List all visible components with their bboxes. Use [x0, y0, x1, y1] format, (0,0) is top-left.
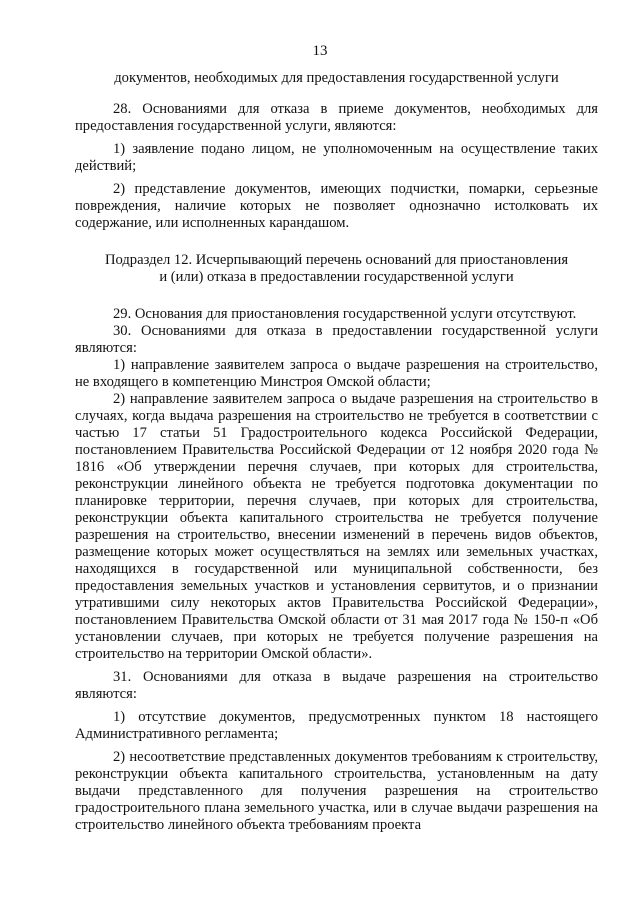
paragraph-30-item-1: 1) направление заявителем запроса о выдаче разрешения на строительство, не входящего в компетенцию Минстроя Омской области;: [75, 357, 598, 390]
subsection-heading-line-2: и (или) отказа в предоставлении государственной услуги: [159, 269, 514, 285]
paragraph-30-item-2: 2) направление заявителем запроса о выдаче разрешения на строительство в случаях, когда выдача разрешения на строительство не требуется в соответствии с частью 17 статьи 51 Градостроительного кодекса Российской Федерации, постановлением Правительства Российской Федерации от 12 ноября 2020 года № 1816 «Об утверждении перечня случаев, при которых для строительства, реконструкции линейного объекта не требуется подготовка документации по планировке территории, перечня случаев, при которых для строительства, реконструкции объекта капитального строительства не требуется получение разрешения на строительство, внесении изменений в перечень видов объектов, размещение которых может осуществляться на землях или земельных участках, находящихся в государственной или муниципальной собственности, без предоставления земельных участков и установления сервитутов, и о признании утратившими силу некоторых актов Правительства Российской Федерации», постановлением Правительства Омской области от 31 мая 2017 года № 150-п «Об установлении случаев, при которых не требуется получение разрешения на строительство на территории Омской области».: [75, 391, 598, 662]
paragraph-28-intro: 28. Основаниями для отказа в приеме документов, необходимых для предоставления государственной услуги, являются:: [75, 101, 598, 134]
paragraph-28-item-1: 1) заявление подано лицом, не уполномоченным на осуществление таких действий;: [75, 141, 598, 174]
continuation-line: документов, необходимых для предоставления государственной услуги: [114, 70, 559, 86]
paragraph-31-intro: 31. Основаниями для отказа в выдаче разрешения на строительство являются:: [75, 669, 598, 702]
subsection-heading: [75, 252, 598, 286]
paragraph-30-intro: 30. Основаниями для отказа в предоставлении государственной услуги являются:: [75, 323, 598, 356]
paragraph-31-item-2: 2) несоответствие представленных документов требованиям к строительству, реконструкции объекта капитального строительства, установленным на дату выдачи представленного для получения разрешения на строительство градостроительного плана земельного участка, или в случае выдачи разрешения на строительство линейного объекта требованиям проекта: [75, 749, 598, 833]
page-number: 13: [312, 43, 328, 59]
document-body: [75, 70, 598, 834]
paragraph-28-item-2: 2) представление документов, имеющих подчистки, помарки, серьезные повреждения, наличие которых не позволяет однозначно истолковать их содержание, или исполненных карандашом.: [75, 181, 598, 231]
paragraph-31-item-1: 1) отсутствие документов, предусмотренных пунктом 18 настоящего Административного регламента;: [75, 709, 598, 742]
paragraph-29: 29. Основания для приостановления государственной услуги отсутствуют.: [113, 306, 577, 322]
subsection-heading-line-1: Подраздел 12. Исчерпывающий перечень оснований для приостановления: [104, 252, 569, 268]
